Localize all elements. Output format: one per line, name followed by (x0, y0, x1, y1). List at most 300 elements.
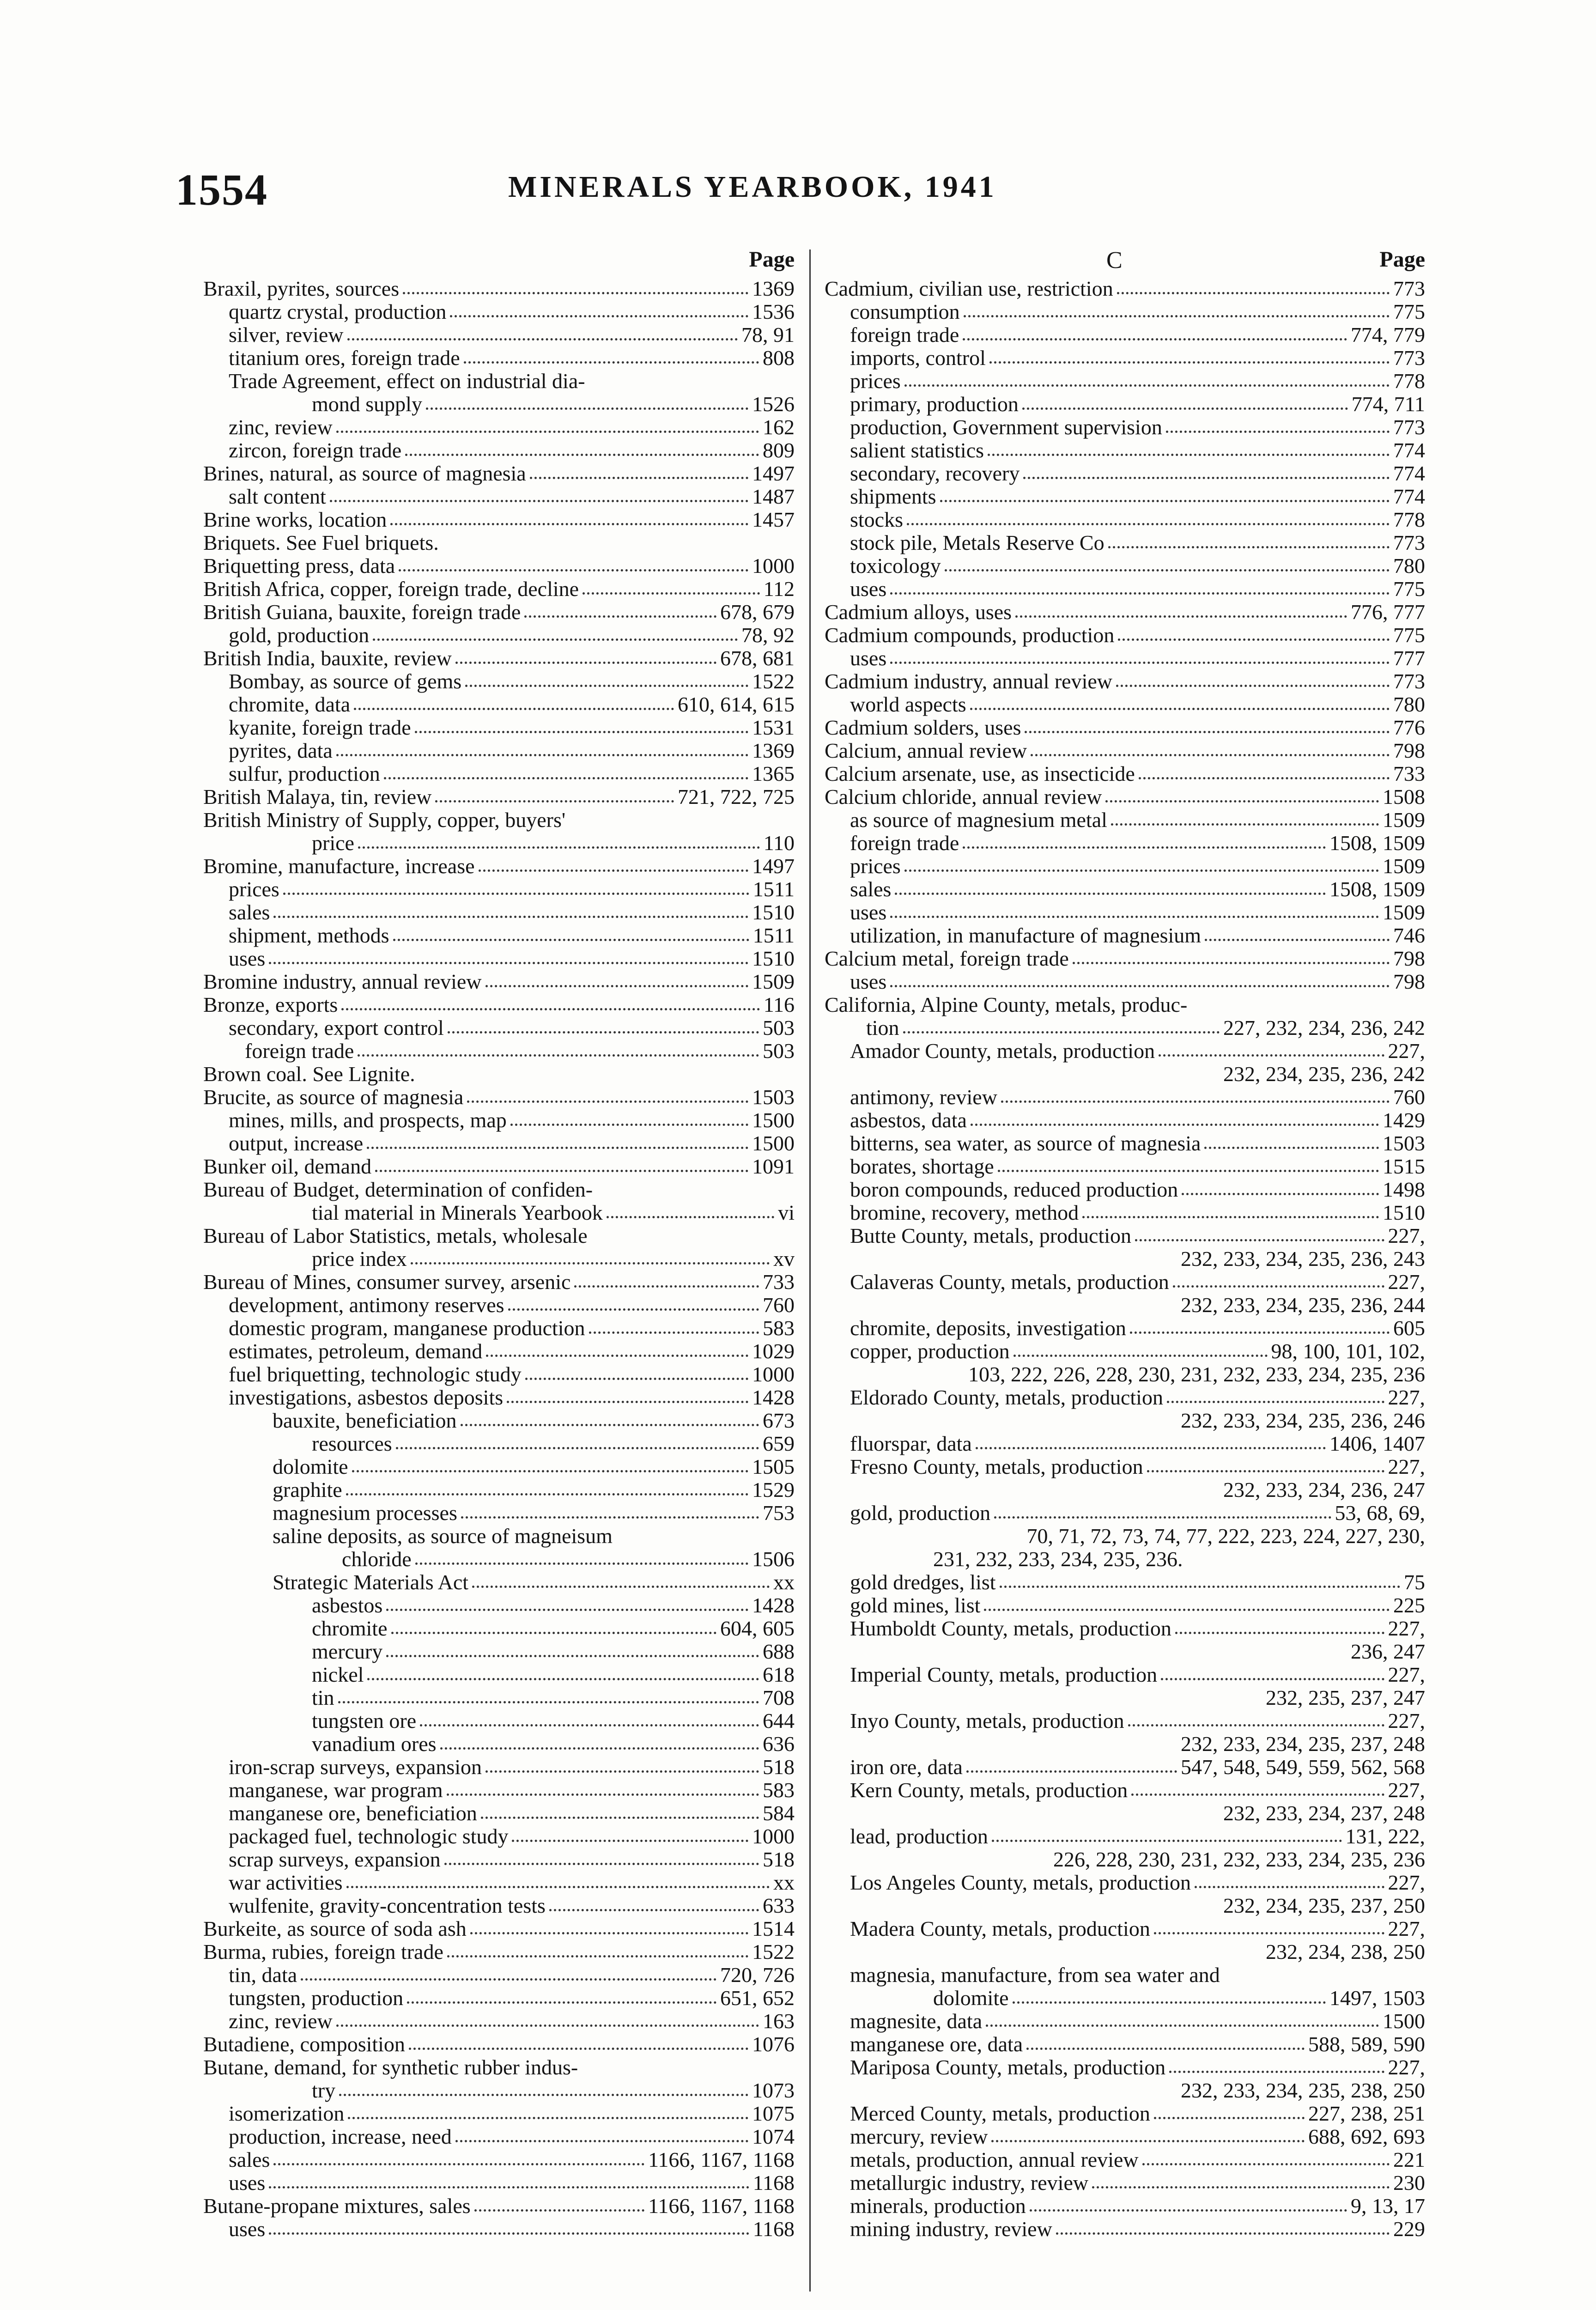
index-entry (203, 1964, 795, 1987)
index-term: foreign trade (850, 832, 959, 855)
index-term: prices (850, 370, 901, 393)
dot-leader (447, 1940, 748, 1957)
page-label: Page (749, 247, 795, 272)
index-entry (825, 762, 1425, 785)
index-entry (203, 2171, 795, 2194)
index-entry (203, 993, 795, 1016)
index-term: uses (850, 647, 887, 670)
index-term: mining industry, review (850, 2218, 1052, 2241)
index-term: tial material in Minerals Yearbook (312, 1201, 603, 1224)
index-term: metallurgic industry, review (850, 2171, 1089, 2194)
page-references: 1505 (752, 1455, 795, 1478)
index-entry (825, 901, 1425, 924)
index-term: magnesia, manufacture, from sea water and (850, 1964, 1220, 1987)
index-term: estimates, petroleum, demand (229, 1340, 483, 1363)
index-term: Burkeite, as source of soda ash (203, 1917, 467, 1940)
index-term: Merced County, metals, production (850, 2102, 1150, 2125)
dot-leader (352, 1455, 748, 1472)
index-entry (203, 1132, 795, 1155)
dot-leader (937, 1894, 1220, 1909)
index-term: price (312, 832, 354, 855)
page-references: 1168 (752, 2171, 795, 2194)
dot-leader (937, 1247, 1177, 1262)
index-entry (825, 1940, 1425, 1964)
page-references: 227, 238, 251 (1308, 2102, 1425, 2125)
index-entries-left (203, 277, 795, 2241)
dot-leader (1092, 2171, 1390, 2188)
dot-leader (269, 2218, 749, 2235)
index-entry (203, 1247, 795, 1270)
page-references: 1503 (752, 1086, 795, 1109)
dot-leader (1015, 601, 1347, 618)
dot-leader (419, 1063, 791, 1077)
page-references: 1510 (1383, 1201, 1425, 1224)
index-term: Briquets. See Fuel briquets. (203, 531, 439, 554)
page-references: 1166, 1167, 1168 (648, 2148, 795, 2171)
index-term: packaged fuel, technologic study (229, 1825, 509, 1848)
page-references: 746 (1393, 924, 1425, 947)
dot-leader (1154, 2102, 1305, 2119)
index-entry (203, 924, 795, 947)
page-references: 760 (1393, 1086, 1425, 1109)
page-references: 9, 13, 17 (1351, 2194, 1425, 2218)
page-references: 721, 722, 725 (678, 785, 795, 808)
index-term: Los Angeles County, metals, production (850, 1871, 1191, 1894)
page-references: 227, (1388, 1455, 1425, 1478)
dot-leader (283, 878, 749, 895)
page-references: 227, (1388, 1270, 1425, 1294)
index-entry (825, 393, 1425, 416)
index-term: Amador County, metals, production (850, 1040, 1155, 1063)
dot-leader (336, 739, 748, 756)
page-references: 1497, 1503 (1329, 1987, 1425, 2010)
index-term: prices (850, 855, 901, 878)
index-term: lead, production (850, 1825, 988, 1848)
page-references: 798 (1393, 970, 1425, 993)
dot-leader (1026, 2033, 1305, 2050)
index-term: California, Alpine County, metals, produc- (825, 993, 1188, 1016)
index-term: mond supply (312, 393, 422, 416)
index-entry (825, 439, 1425, 462)
index-term: price index (312, 1247, 407, 1270)
page-references: 1000 (752, 1363, 795, 1386)
dot-leader (1191, 993, 1421, 1008)
dot-leader (937, 1686, 1262, 1701)
page-references: 236, 247 (1351, 1640, 1425, 1663)
page-references: 774, 779 (1351, 323, 1425, 346)
dot-leader (1173, 1270, 1384, 1288)
dot-leader (461, 1502, 759, 1519)
dot-leader (904, 855, 1379, 872)
page-references: 1073 (752, 2079, 795, 2102)
page-references: 232, 234, 235, 237, 250 (1223, 1894, 1425, 1917)
index-entry (203, 878, 795, 901)
page-references: 778 (1393, 508, 1425, 531)
page-references: 53, 68, 69, (1335, 1502, 1425, 1525)
index-term: sales (850, 878, 892, 901)
page-references: 227, (1388, 1040, 1425, 1063)
index-entry (203, 601, 795, 624)
index-term: world aspects (850, 693, 966, 716)
index-entry (825, 1478, 1425, 1502)
index-entry (825, 2102, 1425, 2125)
index-entry (825, 277, 1425, 300)
index-entry (203, 1294, 795, 1317)
index-entry (825, 1224, 1425, 1247)
page-references: xv (773, 1247, 795, 1270)
index-entry (203, 323, 795, 346)
dot-leader (1169, 2056, 1384, 2073)
index-term: Strategic Materials Act (273, 1571, 469, 1594)
page-references: 1511 (752, 924, 795, 947)
index-entry (203, 808, 795, 832)
index-term: Butane-propane mixtures, sales (203, 2194, 471, 2218)
dot-leader (976, 1432, 1326, 1449)
page-references: 1428 (752, 1386, 795, 1409)
page-references: 1074 (752, 2125, 795, 2148)
index-entry (203, 439, 795, 462)
index-entry (203, 578, 795, 601)
index-entry (825, 1178, 1425, 1201)
page-references: 1508, 1509 (1329, 878, 1425, 901)
dot-leader (467, 1086, 748, 1103)
page-references: 1506 (752, 1548, 795, 1571)
page-references: 605 (1393, 1317, 1425, 1340)
dot-leader (455, 647, 716, 664)
index-entry (203, 1040, 795, 1063)
page-references: 651, 652 (720, 1987, 795, 2010)
index-entry (203, 1270, 795, 1294)
dot-leader (998, 1155, 1379, 1172)
index-term: Brown coal. See Lignite. (203, 1063, 415, 1086)
dot-leader (991, 2125, 1305, 2142)
column-divider (809, 249, 811, 2292)
page-references: 760 (763, 1294, 795, 1317)
dot-leader (1131, 1779, 1384, 1796)
index-term: fluorspar, data (850, 1432, 972, 1455)
index-entry (203, 1894, 795, 1917)
dot-leader (347, 323, 738, 340)
index-entry (203, 1987, 795, 2010)
dot-leader (890, 970, 1390, 987)
index-term: uses (850, 970, 887, 993)
index-entry (203, 1340, 795, 1363)
index-entry (825, 1340, 1425, 1363)
index-term: asbestos, data (850, 1109, 967, 1132)
index-term: chloride (342, 1548, 412, 1571)
index-column-right (825, 245, 1425, 2241)
page-references: 1429 (1383, 1109, 1425, 1132)
index-entry (203, 1617, 795, 1640)
dot-leader (1128, 1709, 1384, 1726)
page-references: 584 (763, 1802, 795, 1825)
index-term: dolomite (933, 1987, 1009, 2010)
index-entry (825, 1917, 1425, 1940)
index-term: British Malaya, tin, review (203, 785, 432, 808)
index-term: asbestos (312, 1594, 383, 1617)
dot-leader (937, 2079, 1177, 2094)
page-references: 1529 (752, 1478, 795, 1502)
index-entry (203, 855, 795, 878)
index-entry (203, 1940, 795, 1964)
dot-leader (963, 323, 1347, 340)
dot-leader (486, 1340, 748, 1357)
index-term: foreign trade (850, 323, 959, 346)
index-entry (825, 1109, 1425, 1132)
index-entry (825, 1040, 1425, 1063)
index-term: zinc, review (229, 416, 333, 439)
page-references: xx (773, 1871, 795, 1894)
index-entry (825, 2056, 1425, 2079)
dot-leader (411, 1247, 770, 1264)
index-entry (825, 924, 1425, 947)
index-term: stocks (850, 508, 903, 531)
index-term: salient statistics (850, 439, 984, 462)
index-entry (203, 393, 795, 416)
page-references: 1497 (752, 855, 795, 878)
index-entry (203, 1802, 795, 1825)
dot-leader (1147, 1455, 1384, 1472)
index-term: uses (229, 947, 266, 970)
dot-leader (1116, 670, 1390, 687)
index-entry (203, 554, 795, 578)
dot-leader (1001, 1086, 1390, 1103)
dot-leader (1022, 393, 1348, 410)
dot-leader (443, 531, 791, 546)
dot-leader (937, 1940, 1262, 1955)
dot-leader (1082, 1201, 1379, 1218)
index-entry (825, 1825, 1425, 1848)
dot-leader (1161, 1663, 1384, 1680)
page-references: 688 (763, 1640, 795, 1663)
index-term: secondary, export control (229, 1016, 444, 1040)
index-term: tion (866, 1016, 899, 1040)
index-entry (203, 624, 795, 647)
dot-leader (904, 370, 1390, 387)
index-entry (825, 1386, 1425, 1409)
page-references: 232, 233, 234, 237, 248 (1223, 1802, 1425, 1825)
index-term: manganese, war program (229, 1779, 443, 1802)
index-term: 231, 232, 233, 234, 235, 236. (933, 1548, 1183, 1571)
dot-leader (485, 970, 748, 987)
dot-leader (465, 670, 748, 687)
dot-leader (549, 1894, 759, 1911)
dot-leader (1167, 1386, 1384, 1403)
index-term: iron ore, data (850, 1756, 963, 1779)
index-term: tungsten, production (229, 1987, 404, 2010)
index-entry (203, 970, 795, 993)
index-entry (825, 808, 1425, 832)
page-references: 778 (1393, 370, 1425, 393)
dot-leader (589, 370, 791, 384)
index-entries-right (825, 277, 1425, 2241)
page-references: 1510 (752, 947, 795, 970)
column-header-right (825, 245, 1425, 277)
index-entry (825, 601, 1425, 624)
dot-leader (1000, 1571, 1400, 1588)
index-entry (825, 1571, 1425, 1594)
dot-leader (510, 1109, 748, 1126)
index-term: saline deposits, as source of magneisum (273, 1525, 613, 1548)
index-term: British India, bauxite, review (203, 647, 452, 670)
index-entry (825, 1871, 1425, 1894)
dot-leader (1205, 924, 1390, 941)
index-entry (825, 670, 1425, 693)
dot-leader (1154, 1917, 1384, 1934)
index-term: output, increase (229, 1132, 364, 1155)
page-references: 1076 (752, 2033, 795, 2056)
index-term: fuel briquetting, technologic study (229, 1363, 522, 1386)
dot-leader (937, 1409, 1177, 1424)
index-term: primary, production (850, 393, 1019, 416)
index-term: shipment, methods (229, 924, 389, 947)
dot-leader (937, 1848, 1050, 1863)
index-entry (825, 1756, 1425, 1779)
index-entry (203, 1063, 795, 1086)
index-entry (203, 1016, 795, 1040)
index-entry (203, 670, 795, 693)
index-term: gold dredges, list (850, 1571, 996, 1594)
index-entry (203, 1525, 795, 1548)
dot-leader (470, 1917, 748, 1934)
index-entry (203, 1109, 795, 1132)
page-number: 1554 (176, 165, 268, 214)
page-references: 673 (763, 1409, 795, 1432)
page-references: 110 (763, 832, 795, 855)
dot-leader (596, 1178, 791, 1193)
index-entry (203, 1155, 795, 1178)
page-references: 774, 711 (1351, 393, 1425, 416)
index-entry (203, 1178, 795, 1201)
index-entry (203, 1709, 795, 1732)
page-references: 1522 (752, 670, 795, 693)
index-entry (203, 1917, 795, 1940)
page-references: 227, (1388, 1917, 1425, 1940)
index-term: bauxite, beneficiation (273, 1409, 457, 1432)
page-references: 733 (1393, 762, 1425, 785)
dot-leader (1023, 462, 1390, 479)
dot-leader (937, 1063, 1220, 1077)
index-term: magnesite, data (850, 2010, 983, 2033)
page-references: 720, 726 (720, 1964, 795, 1987)
index-term: sulfur, production (229, 762, 380, 785)
index-term: borates, shortage (850, 1155, 994, 1178)
dot-leader (589, 1317, 759, 1334)
dot-leader (358, 1040, 759, 1057)
index-entry (825, 1317, 1425, 1340)
index-term: Humboldt County, metals, production (850, 1617, 1171, 1640)
page-references: 1509 (752, 970, 795, 993)
page-references: 1498 (1383, 1178, 1425, 1201)
index-term: pyrites, data (229, 739, 333, 762)
index-term: Cadmium compounds, production (825, 624, 1115, 647)
index-entry (825, 1732, 1425, 1756)
index-entry (825, 1409, 1425, 1432)
dot-leader (988, 439, 1390, 456)
index-term: war activities (229, 1871, 343, 1894)
index-entry (203, 2218, 795, 2241)
dot-leader (407, 1987, 716, 2004)
dot-leader (354, 693, 674, 710)
index-term: scrap surveys, expansion (229, 1848, 441, 1871)
index-term: isomerization (229, 2102, 345, 2125)
index-entry (825, 716, 1425, 739)
page-references: 774 (1393, 462, 1425, 485)
index-entry (203, 1224, 795, 1247)
page-references: 644 (763, 1709, 795, 1732)
index-entry (825, 855, 1425, 878)
index-term: stock pile, Metals Reserve Co (850, 531, 1104, 554)
page-references: xx (773, 1571, 795, 1594)
page-references: 162 (763, 416, 795, 439)
index-entry (203, 1502, 795, 1525)
page-references: 503 (763, 1040, 795, 1063)
page-references: 1509 (1383, 901, 1425, 924)
index-term: production, Government supervision (850, 416, 1162, 439)
dot-leader (1159, 1040, 1384, 1057)
dot-leader (525, 1363, 748, 1380)
index-entry (825, 1617, 1425, 1640)
dot-leader (450, 300, 748, 317)
page-references: 1500 (752, 1109, 795, 1132)
index-entry (203, 2033, 795, 2056)
page-references: 773 (1393, 346, 1425, 370)
dot-leader (444, 1848, 759, 1865)
index-entry (203, 508, 795, 531)
index-entry (825, 2010, 1425, 2033)
index-term: mines, mills, and prospects, map (229, 1109, 507, 1132)
dot-leader (1175, 1617, 1384, 1634)
dot-leader (391, 1617, 717, 1634)
index-entry (203, 785, 795, 808)
index-entry (825, 370, 1425, 393)
page-references: 633 (763, 1894, 795, 1917)
dot-leader (409, 2033, 748, 2050)
index-term: Bronze, exports (203, 993, 338, 1016)
page-references: 1526 (752, 393, 795, 416)
index-entry (825, 578, 1425, 601)
page-references: 773 (1393, 531, 1425, 554)
dot-leader (1182, 1178, 1379, 1195)
page-references: 678, 681 (720, 647, 795, 670)
index-term: Cadmium industry, annual review (825, 670, 1112, 693)
index-term: Madera County, metals, production (850, 1917, 1150, 1940)
page-references: 221 (1393, 2148, 1425, 2171)
index-entry (203, 462, 795, 485)
dot-leader (273, 901, 748, 918)
page-references: 230 (1393, 2171, 1425, 2194)
page-references: 588, 589, 590 (1308, 2033, 1425, 2056)
index-entry (825, 531, 1425, 554)
page-references: 78, 92 (741, 624, 795, 647)
page-references: 78, 91 (741, 323, 795, 346)
index-term: Trade Agreement, effect on industrial dia- (229, 370, 585, 393)
dot-leader (569, 808, 791, 823)
dot-leader (1118, 624, 1390, 641)
index-term: nickel (312, 1663, 364, 1686)
page-references: 503 (763, 1016, 795, 1040)
page-references: 780 (1393, 693, 1425, 716)
index-term: minerals, production (850, 2194, 1026, 2218)
page-references: 659 (763, 1432, 795, 1455)
index-entry (825, 485, 1425, 508)
index-term: Bureau of Labor Statistics, metals, wholesale (203, 1224, 588, 1247)
page-references: 227, (1388, 2056, 1425, 2079)
page-references: 773 (1393, 670, 1425, 693)
index-term: tungsten ore (312, 1709, 417, 1732)
index-entry (825, 2194, 1425, 2218)
page-references: 1503 (1383, 1132, 1425, 1155)
